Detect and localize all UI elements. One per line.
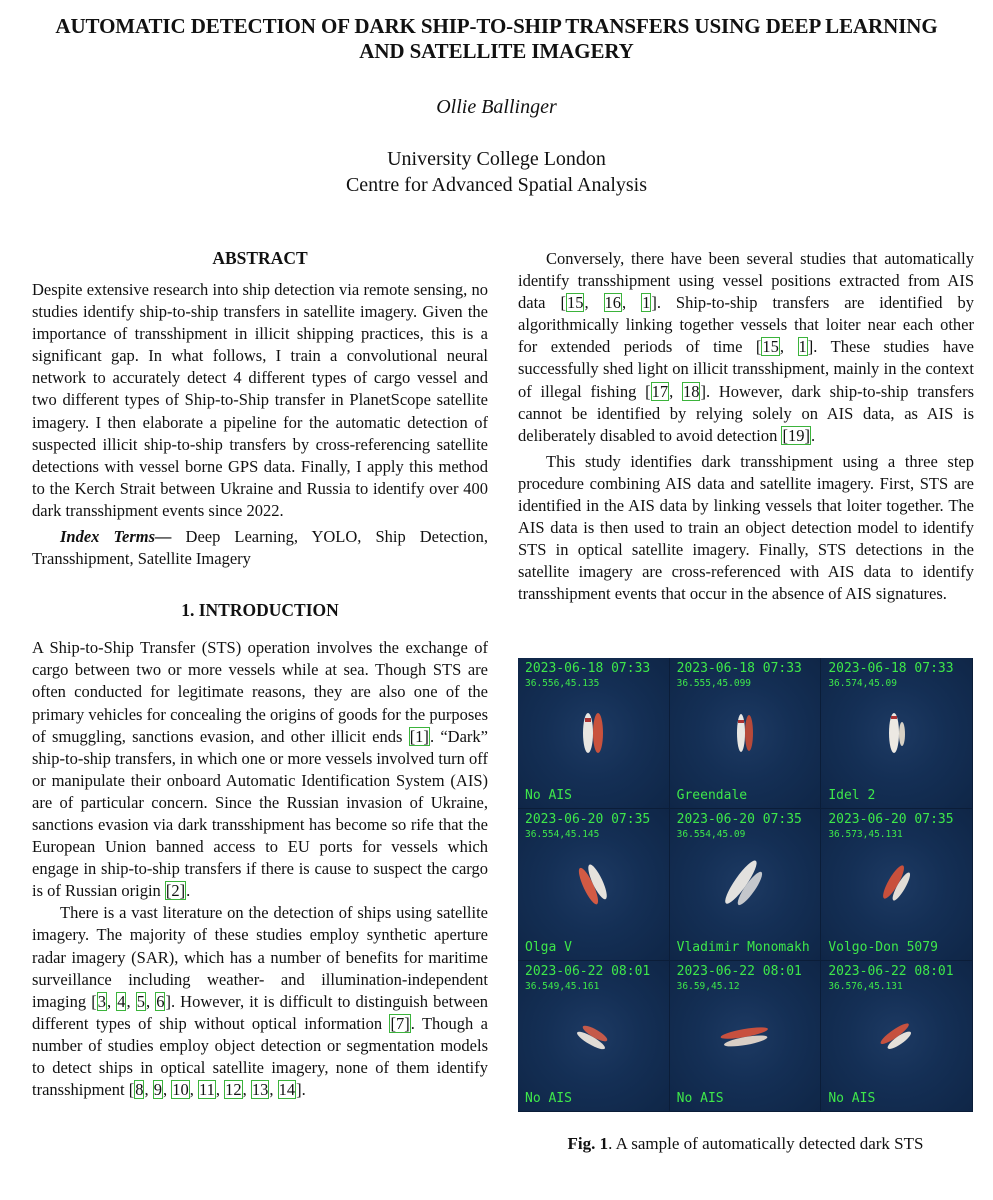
intro-p2-part-b: . However, it is difficult to distinguish between different types of ship without optical information [32,991,489,1033]
intro-p2-part-d: . [301,1080,306,1100]
citation-link[interactable]: 5 [136,991,145,1011]
ship-pair-image [571,1017,615,1057]
tile-timestamp: 2023-06-20 07:35 [676,812,802,828]
citation-link[interactable]: 11 [198,1080,215,1100]
tile-vessel-name: Greendale [676,788,748,804]
tile-timestamp: 2023-06-18 07:33 [828,661,954,676]
tile-coordinates: 36.555,45.099 [676,678,752,689]
tile-vessel-name: Olga V [525,939,572,955]
paper-title: AUTOMATIC DETECTION OF DARK SHIP-TO-SHIP TRANSFERS USING DEEP LEARNING AND SATELLITE IMAGERY [55,14,938,63]
tile-coordinates: 36.549,45.161 [525,980,600,992]
right-p1-part-d: . However, dark ship-to-ship transfers cannot be identified by relying solely on AIS data, as AIS is deliberately disabled to avoid detection [518,381,974,445]
ship-pair-image [578,708,608,758]
intro-paragraph-1 [32,637,488,902]
right-p1-part-b: . Ship-to-ship transfers are identified by algorithmically linking together vessels that loiter near each other for extended periods of time [518,293,974,357]
intro-p2-part-c: . Though a number of studies employ object detection or segmentation models to detect ships in optical satellite imagery, none of them identify transshipment [32,1013,488,1100]
tile-vessel-name: No AIS [676,1090,724,1106]
figure-caption-text: . A sample of automatically detected dark STS [608,1134,924,1153]
ship-pair-image [874,1017,920,1057]
tile-vessel-name: No AIS [525,1090,572,1106]
figure-tile [518,961,670,1112]
citation-link[interactable]: [19] [782,425,810,445]
tile-timestamp: 2023-06-18 07:33 [525,661,651,676]
citation-link[interactable]: [1] [409,726,429,746]
right-p1-part-a: Conversely, there have been several studies that automatically identify transshipment using vessel positions extracted from AIS data [518,249,974,313]
figure-tile [518,809,670,960]
citation-link[interactable]: 14 [278,1080,296,1100]
tile-timestamp: 2023-06-18 07:33 [676,661,802,676]
tile-coordinates: 36.574,45.09 [828,678,897,689]
right-paragraph-1: Conversely, there have been several studies that automatically identify transshipment using vessel positions extracted from AIS data [15, 16, 1]. Ship-to-ship transfers are identified by algorithmically linking together vessels that loiter near each other for extended periods of time [15, 1]. These studies have successfully shed light on illicit transshipment, mainly in the context of illegal fishing [17, 18]. However, dark ship-to-ship transfers cannot be identified by relying solely on AIS data, as AIS is deliberately disabled to avoid detection [19]. [518,249,974,445]
ship-pair-image [732,708,758,758]
abstract-body: Despite extensive research into ship detection via remote sensing, no studies identify ship-to-ship transfers in satellite imagery. Given the importance of transshipment in illicit shipping practices, this is a significant gap. In what follows, I train a convolutional neural network to accurately detect 4 different types of cargo vessel and two different types of Ship-to-Ship transfer in PlanetScope satellite imagery. I then elaborate a pipeline for the automatic detection of suspected illicit ship-to-ship transfers by cross-referencing satellite detections with vessel borne GPS data. Finally, I apply this method to the Kerch Strait between Ukraine and Russia to identify over 400 dark transshipment events since 2022. [32,280,488,520]
abstract-heading: ABSTRACT [212,248,308,268]
citation-link[interactable]: 1 [798,337,807,357]
affiliation [0,146,993,198]
tile-timestamp: 2023-06-22 08:01 [828,963,954,979]
citation-link[interactable]: 18 [682,381,700,401]
citation-link[interactable]: 10 [172,1080,189,1100]
tile-vessel-name: No AIS [525,788,572,804]
citation-link[interactable]: 3 [97,991,106,1011]
figure-tile [821,658,973,809]
affiliation-centre: Centre for Advanced Spatial Analysis [345,174,648,196]
ship-pair-image [720,855,770,915]
tile-coordinates: 36.576,45.131 [828,980,903,992]
intro-p1-part-c: . [186,881,191,901]
citation-link[interactable]: [7] [390,1013,410,1033]
citation-link[interactable]: 9 [153,1080,162,1100]
citation-link[interactable]: [2] [165,881,186,901]
tile-timestamp: 2023-06-22 08:01 [525,963,651,979]
figure-tile [821,961,973,1112]
intro-heading: 1. INTRODUCTION [181,600,339,621]
citation-link[interactable]: 13 [251,1080,269,1100]
intro-p2-part-a: There is a vast literature on the detection of ships using satellite imagery. The majority of these studies employ synthetic aperture radar imagery (SAR), which has a number of benefits for maritime surveillance including weather- and illumination-independent imaging [32,903,488,1011]
figure-tile [670,961,822,1112]
ship-pair-image [877,859,917,909]
tile-coordinates: 36.554,45.09 [676,829,746,841]
ship-pair-image [884,708,910,758]
tile-vessel-name: No AIS [828,1090,876,1106]
tile-vessel-name: Idel 2 [828,788,876,804]
citation-link[interactable]: 17 [651,381,669,401]
tile-timestamp: 2023-06-20 07:35 [828,812,954,828]
citation-link[interactable]: 4 [117,991,126,1011]
ship-pair-image [573,859,613,909]
figure-sts-grid [518,658,973,1112]
citation-link[interactable]: 15 [762,337,779,357]
citation-link[interactable]: 8 [135,1080,144,1100]
affiliation-university: University College London [387,148,606,170]
tile-coordinates: 36.573,45.131 [828,829,903,841]
citation-link[interactable]: 1 [642,293,651,313]
author-name: Ollie Ballinger [436,96,557,118]
figure-tile [670,658,822,809]
right-p1-part-e: . [810,425,816,445]
tile-vessel-name: Volgo-Don 5079 [828,939,938,955]
citation-link[interactable]: 6 [156,991,165,1011]
intro-p1-part-a: A Ship-to-Ship Transfer (STS) operation involves the exchange of cargo between two or more vessels while at sea. Though STS are often conducted for legitimate reasons, they are also one of the primary vehicles for concealing the origins of goods for the purposes of smuggling, sanctions evasion, and other illicit ends [32,638,488,746]
left-column [32,248,488,1101]
figure-tile [821,809,973,960]
tile-vessel-name: Vladimir Monomakh [676,939,810,955]
citation-link[interactable]: 15 [566,293,584,313]
index-terms-label: Index Terms— [60,527,172,547]
citation-link[interactable]: 12 [225,1080,242,1100]
index-terms-list: Deep Learning, YOLO, Ship Detection, Transshipment, Satellite Imagery [32,527,488,569]
tile-coordinates: 36.556,45.135 [525,678,600,689]
citation-link[interactable]: 16 [604,293,622,313]
figure-tile [518,658,670,809]
tile-coordinates: 36.554,45.145 [525,829,600,841]
tile-timestamp: 2023-06-22 08:01 [676,963,802,979]
figure-caption-label: Fig. 1 [567,1134,609,1153]
ship-pair-image [717,1022,773,1052]
right-paragraph-2: This study identifies dark transshipment using a three step procedure combining AIS data and satellite imagery. First, STS are identified in the AIS data by linking vessels that loiter together. The AIS data is then used to train an object detection model to identify STS in optical satellite imagery. Finally, STS detections in the satellite imagery are cross-referenced with AIS data to identify transshipment events that occur in the absence of AIS signatures. [518,451,974,604]
intro-paragraph-2: There is a vast literature on the detection of ships using satellite imagery. The majority of these studies employ synthetic aperture radar imagery (SAR), which has a number of benefits for maritime surveillance including weather- and illumination-independent imaging [3, 4, 5, 6]. However, it is difficult to distinguish between different types of ship without optical information [7]. Though a number of studies employ object detection or segmentation models to detect ships in optical satellite imagery, none of them identify transshipment [8, 9, 10, 11, 12, 13, 14]. [32,903,489,1100]
right-p1-part-c: . These studies have successfully shed light on illicit transshipment, mainly in the context of illegal fishing [518,337,974,401]
figure-tile [670,809,822,960]
right-column [518,248,974,606]
intro-p1-part-b: . “Dark” ship-to-ship transfers, in which one or more vessels involved turn off or manipulate their onboard Automatic Identification System (AIS) are of particular concern. Since the Russian invasion of Ukraine, sanctions evasion via dark transshipment has become so rife that the European Union banned access to EU ports for vessels which engage in ship-to-ship transfers if there is cause to suspect the cargo is of Russian origin [32,726,488,901]
index-terms [32,526,488,570]
tile-timestamp: 2023-06-20 07:35 [525,812,651,828]
figure-caption [518,1134,973,1154]
tile-coordinates: 36.59,45.12 [676,980,740,992]
